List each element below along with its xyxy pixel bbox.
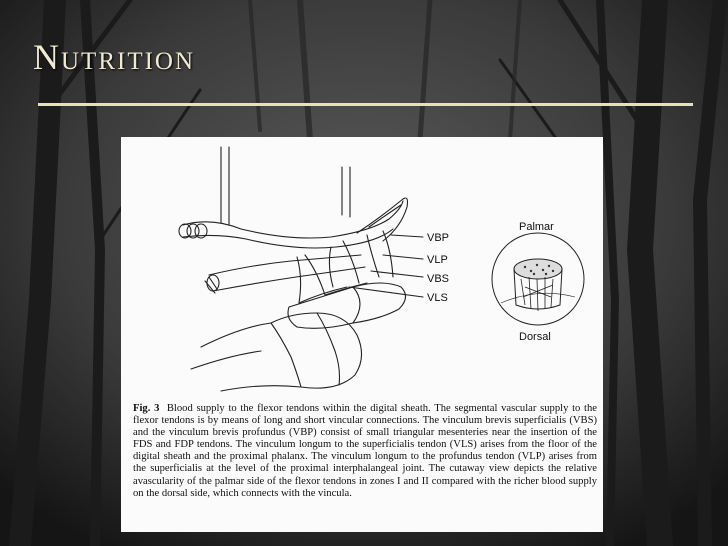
label-vls: VLS xyxy=(427,292,448,304)
vincula-lines xyxy=(297,231,393,303)
retractor-left xyxy=(221,147,229,225)
finger-outline xyxy=(201,313,362,391)
caption-figure-number: Fig. 3 xyxy=(133,403,160,414)
figure-card xyxy=(121,137,603,532)
slide-title: Nutrition xyxy=(33,37,196,77)
retractor-right xyxy=(342,167,350,217)
leader-vbp xyxy=(391,235,423,237)
label-vbs: VBS xyxy=(427,273,450,285)
label-vbp: VBP xyxy=(427,232,450,244)
tendon-lower xyxy=(209,255,361,275)
label-palmar: Palmar xyxy=(519,221,554,233)
leader-vlp xyxy=(383,255,423,259)
label-vlp: VLP xyxy=(427,254,448,266)
tendon-upper xyxy=(183,201,403,238)
leader-vls xyxy=(349,287,423,297)
phalanx xyxy=(288,283,406,328)
figure-caption xyxy=(133,403,597,500)
title-divider xyxy=(38,103,693,106)
tendon-illustration xyxy=(121,137,603,392)
tendon-distal xyxy=(357,198,408,241)
label-dorsal: Dorsal xyxy=(519,331,551,343)
caption-text: Blood supply to the flexor tendons within the digital sheath. The segmental vascular supply to the flexor tendons is by means of long and short vincular connections. The vinculum brevis superficialis (VBS) and the vinculum brevis profundus (VBP) consist of small triangular mesenteries near the insertion of the FDS and FDP tendons. The vinculum longum to the superficialis tendon (VLS) arises from the floor of the digital sheath and the proximal phalanx. The vinculum longum to the profundus tendon (VLP) arises from the superficialis at the level of the proximal interphalangeal joint. The cutaway view depicts the relative avascularity of the palmar side of the flexor tendons in zones I and II compared with the richer blood supply on the dorsal side, which connects with the vincula. xyxy=(133,403,598,499)
cutaway-view xyxy=(492,233,584,325)
